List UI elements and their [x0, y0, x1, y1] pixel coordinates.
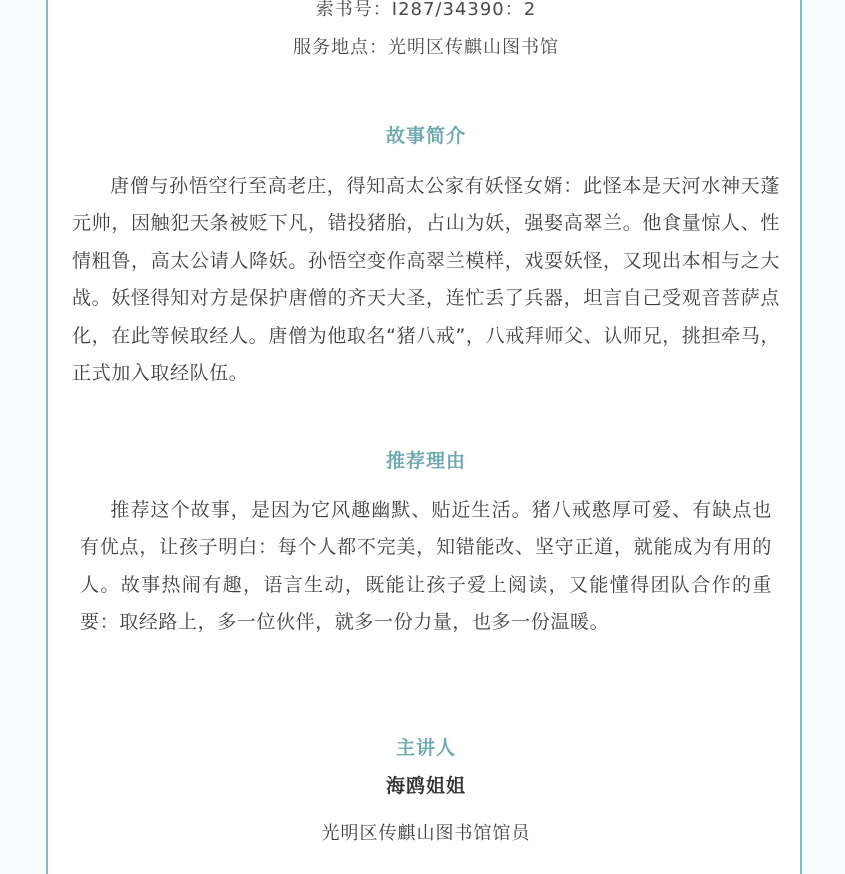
service-location: 服务地点：光明区传麒山图书馆 [293, 37, 559, 58]
content-card [46, 0, 802, 874]
recommendation-text: 推荐这个故事，是因为它风趣幽默、贴近生活。猪八戒憨厚可爱、有缺点也有优点，让孩子明白：每个人都不完美，知错能改、坚守正道，就能成为有用的人。故事热闹有趣，语言生动，既能让孩子爱上阅读，又能懂得团队合作的重要：取经路上，多一位伙伴，就多一份力量，也多一份温暖。 [80, 499, 772, 634]
story-summary-title: 故事简介 [385, 125, 466, 147]
story-summary-text: 唐僧与孙悟空行至高老庄，得知高太公家有妖怪女婿：此怪本是天河水神天蓬元帅，因触犯天条被贬下凡，错投猪胎，占山为妖，强娶高翠兰。他食量惊人、性情粗鲁，高太公请人降妖。孙悟空变作高翠兰模样，戏耍妖怪，又现出本相与之大战。妖怪得知对方是保护唐僧的齐天大圣，连忙丢了兵器，坦言自己受观音菩萨点化，在此等候取经人。唐僧为他取名“猪八戒”，八戒拜师父、认师兄，挑担牵马，正式加入取经队伍。 [72, 175, 780, 385]
recommendation-title: 推荐理由 [385, 450, 466, 472]
speaker-name: 海鸥姐姐 [385, 775, 466, 797]
speaker-role: 光明区传麒山图书馆馆员 [321, 823, 531, 844]
speaker-title: 主讲人 [395, 737, 456, 759]
call-number: 索书号：I287/34390：2 [315, 0, 537, 20]
